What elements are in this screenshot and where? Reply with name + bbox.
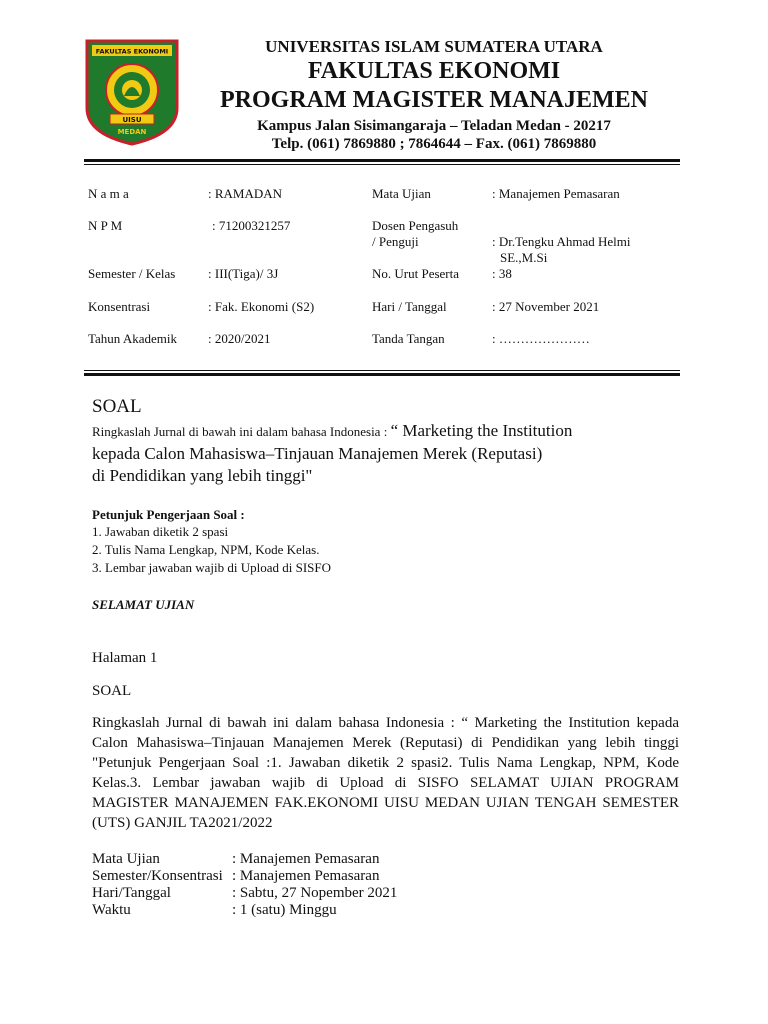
program-name: PROGRAM MAGISTER MANAJEMEN <box>220 87 648 113</box>
logo-bottom-text: MEDAN <box>117 128 147 136</box>
journal-title-line-2: kepada Calon Mahasiswa–Tinjauan Manajemen Merek (Reputasi) <box>92 444 543 463</box>
value-nama: : RAMADAN <box>208 186 283 201</box>
value-no-urut: : 38 <box>492 266 512 281</box>
label-dosen-penguji: / Penguji <box>372 234 419 249</box>
exam-info-value: : Manajemen Pemasaran <box>232 851 380 867</box>
value-dosen-title: SE.,M.Si <box>500 250 548 265</box>
faculty-logo <box>84 38 180 146</box>
exam-info-row <box>92 868 397 885</box>
exam-info-row <box>92 902 397 919</box>
label-semester: Semester / Kelas <box>88 266 176 281</box>
instructions-heading: Petunjuk Pengerjaan Soal : <box>92 507 245 522</box>
label-npm: N P M <box>88 218 123 233</box>
header-rule-thick <box>84 159 680 162</box>
exam-info-label: Mata Ujian <box>92 851 160 867</box>
label-mata-ujian: Mata Ujian <box>372 186 431 201</box>
label-tanda-tangan: Tanda Tangan <box>372 331 445 346</box>
exam-info-label: Hari/Tanggal <box>92 885 171 901</box>
value-mata-ujian: : Manajemen Pemasaran <box>492 186 620 201</box>
phone-fax: Telp. (061) 7869880 ; 7864644 – Fax. (061) 7869880 <box>271 136 597 152</box>
transcript-heading: SOAL <box>92 683 132 699</box>
label-hari-tanggal: Hari / Tanggal <box>372 299 447 314</box>
page-number: Halaman 1 <box>92 650 158 666</box>
exam-info-row <box>92 885 397 902</box>
soal-question <box>92 420 692 487</box>
label-tahun-akademik: Tahun Akademik <box>88 331 177 346</box>
logo-top-text: FAKULTAS EKONOMI <box>95 47 169 56</box>
value-tahun-akademik: : 2020/2021 <box>208 331 271 346</box>
journal-title-line-3: di Pendidikan yang lebih tinggi" <box>92 466 313 485</box>
exam-info-value: : Sabtu, 27 Nopember 2021 <box>232 885 398 901</box>
exam-info-value: : 1 (satu) Minggu <box>232 902 337 918</box>
exam-info-table <box>92 851 397 919</box>
exam-info-label: Waktu <box>92 902 131 918</box>
value-tanda-tangan: : ………………… <box>492 331 590 346</box>
value-konsentrasi: : Fak. Ekonomi (S2) <box>208 299 315 314</box>
header-rule-thin <box>84 164 680 165</box>
journal-title-line-1: “ Marketing the Institution <box>390 421 573 440</box>
identity-rule-thick <box>84 373 680 376</box>
transcript-paragraph: Ringkaslah Jurnal di bawah ini dalam bahasa Indonesia : “ Marketing the Institution kepada Calon Mahasiswa–Tinjauan Manajemen Merek (Reputasi) di Pendidikan yang lebih tinggi "Petunjuk Pengerjaan Soal :1. Jawaban diketik 2 spasi2. Tulis Nama Lengkap, NPM, Kode Kelas.3. Lembar jawaban wajib di Upload di SISFO SELAMAT UJIAN PROGRAM MAGISTER MANAJEMEN FAK.EKONOMI UISU MEDAN UJIAN TENGAH SEMESTER (UTS) GANJIL TA2021/2022 <box>92 715 679 831</box>
exam-info-row <box>92 851 397 868</box>
label-nama: N a m a <box>88 186 129 201</box>
campus-address: Kampus Jalan Sisimangaraja – Teladan Medan - 20217 <box>257 118 611 134</box>
value-dosen: : Dr.Tengku Ahmad Helmi <box>492 234 631 249</box>
value-npm: : 71200321257 <box>212 218 291 233</box>
exam-info-label: Semester/Konsentrasi <box>92 868 223 884</box>
instruction-item: 2. Tulis Nama Lengkap, NPM, Kode Kelas. <box>92 542 320 557</box>
value-semester: : III(Tiga)/ 3J <box>208 266 279 281</box>
label-dosen: Dosen Pengasuh <box>372 218 459 233</box>
university-name: UNIVERSITAS ISLAM SUMATERA UTARA <box>265 37 603 56</box>
soal-intro: Ringkaslah Jurnal di bawah ini dalam bahasa Indonesia : <box>92 424 391 439</box>
value-hari-tanggal: : 27 November 2021 <box>492 299 600 314</box>
closing-text: SELAMAT UJIAN <box>92 597 195 612</box>
soal-heading: SOAL <box>92 396 142 417</box>
faculty-name: FAKULTAS EKONOMI <box>307 58 561 84</box>
identity-rule-thin <box>84 370 680 371</box>
label-konsentrasi: Konsentrasi <box>88 299 151 314</box>
instruction-item: 3. Lembar jawaban wajib di Upload di SISFO <box>92 560 332 575</box>
exam-info-value: : Manajemen Pemasaran <box>232 868 380 884</box>
instruction-item: 1. Jawaban diketik 2 spasi <box>92 524 229 539</box>
logo-banner-text: UISU <box>122 116 142 124</box>
label-no-urut: No. Urut Peserta <box>372 266 460 281</box>
